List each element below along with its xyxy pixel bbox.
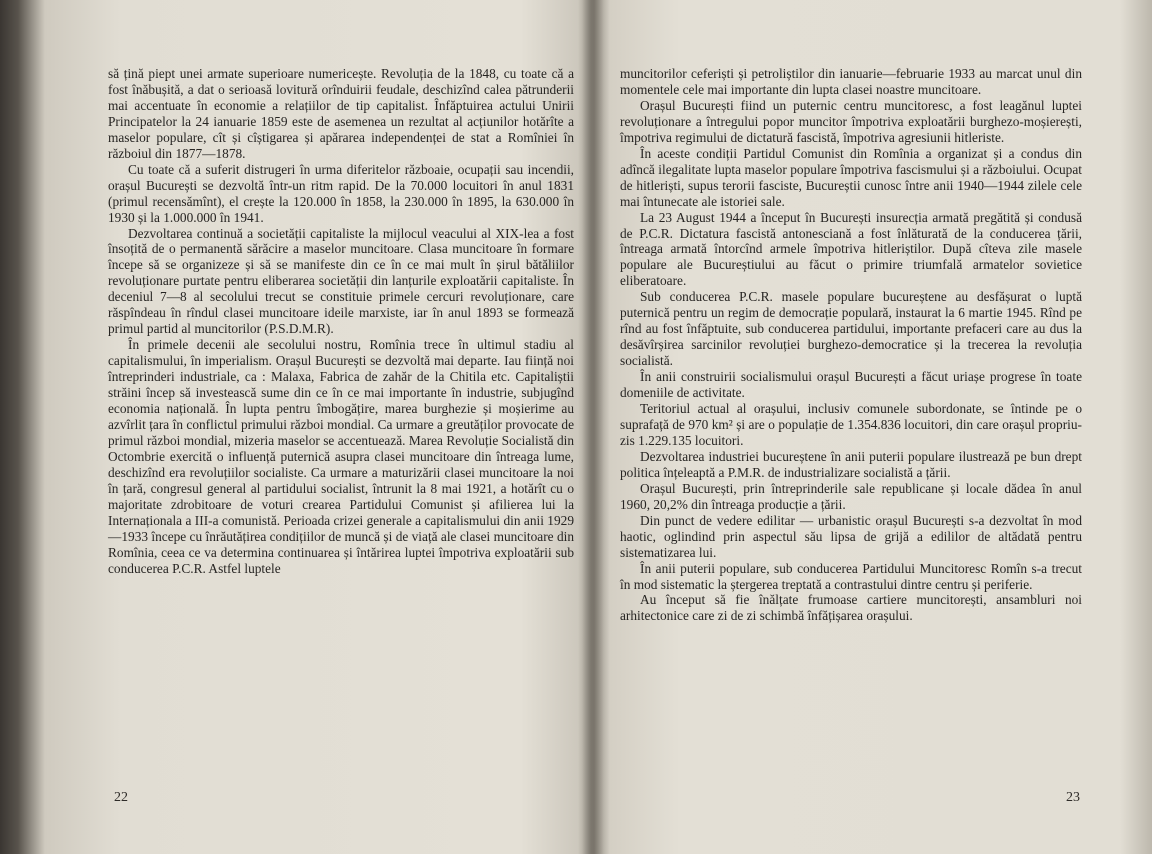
page-number-right: 23 xyxy=(1066,790,1080,805)
paragraph: Teritoriul actual al orașului, inclusiv comunele subordonate, se întinde pe o suprafață de 970 km² și are o populație de 1.354.836 locuitori, din care orașul propriu-zis 1.229.135 locuitori. xyxy=(620,401,1082,448)
paragraph: Sub conducerea P.C.R. masele populare bucureștene au desfășurat o luptă puternică pentru un regim de democrație populară, instaurat la 6 martie 1945. Rînd pe rînd au fost înfăptuite, sub conducerea partidului, importante prefaceri care au dus la desăvîrșirea sarcinilor revoluției burghezo-democratice și la trecerea la revoluția socialistă. xyxy=(620,289,1082,369)
right-page xyxy=(620,66,1082,624)
left-page-text xyxy=(108,66,574,577)
paragraph: La 23 August 1944 a început în București insurecția armată pregătită și condusă de P.C.R. Dictatura fascistă antonesciană a fost înlăturată de la conducerea țării, întreaga armată întorcînd armele împotriva hitleriștilor. După cîteva zile masele populare ale Bucureștiului au făcut o primire triumfală armatelor sovietice eliberatoare. xyxy=(620,209,1082,289)
paragraph: Dezvoltarea industriei bucureștene în anii puterii populare ilustrează pe bun drept politica înțeleaptă a P.M.R. de industrializare socialistă a țării. xyxy=(620,448,1082,480)
paragraph: În aceste condiții Partidul Comunist din Romînia a organizat și a condus din adîncă ilegalitate lupta maselor populare împotriva fascismului și a războiului. Ocupat de hitleriști, supus terorii fasciste, Bucureștii cunosc între anii 1940—1944 zilele cele mai întunecate ale istoriei sale. xyxy=(620,145,1082,209)
paragraph: În anii construirii socialismului orașul București a făcut uriașe progrese în toate domeniile de activitate. xyxy=(620,369,1082,401)
paragraph: În primele decenii ale secolului nostru, Romînia trece în ultimul stadiu al capitalismului, în imperialism. Orașul București se dezvoltă mai departe. Iau ființă noi întreprinderi industriale, ca : Malaxa, Fabrica de zahăr de la Chitila etc. Capitaliștii străini încep să investească sume din ce în ce mai importante în industrie, subjugînd economia națională. În lupta pentru îmbogățire, marea burghezie și moșierime au azvîrlit țara în conflictul primului război mondial. Ca urmare a greutăților provocate de primul război mondial, mizeria maselor se accentuează. Marea Revoluție Socialistă din Octombrie exercită o influență puternică asupra clasei muncitoare din întreaga lume, deschizînd era revoluțiilor socialiste. Ca urmare a maturizării clasei muncitoare la noi în țară, congresul general al partidului socialist, întrunit la 8 mai 1921, a hotărît cu o majoritate zdrobitoare de voturi crearea Partidului Comunist și afilierea lui la Internaționala a III-a comunistă. Perioada crizei generale a capitalismului din anii 1929—1933 începe cu înrăutățirea condițiilor de muncă și de viață ale clasei muncitoare din Romînia, ceea ce va determina continuarea și întărirea luptei împotriva exploatării sub conducerea P.C.R. Astfel luptele xyxy=(108,337,574,576)
paragraph: În anii puterii populare, sub conducerea Partidului Muncitoresc Romîn s-a trecut în mod sistematic la ștergerea treptată a contrastului dintre centru și periferie. xyxy=(620,560,1082,592)
paragraph: Orașul București fiind un puternic centru muncitoresc, a fost leagănul luptei revoluționare a întregului popor muncitor împotriva exploatării burghezo-moșierești, împotriva regimului de dictatură fascistă, împotriva agresiunii hitleriste. xyxy=(620,97,1082,145)
paragraph: Au început să fie înălțate frumoase cartiere muncitorești, ansambluri noi arhitectonice care zi de zi schimbă înfățișarea orașului. xyxy=(620,592,1082,624)
paragraph: Dezvoltarea continuă a societății capitaliste la mijlocul veacului al XIX-lea a fost însoțită de o permanentă sărăcire a maselor muncitoare. Clasa muncitoare în formare începe să se organizeze și să se manifeste din ce în ce mai mult în șirul bătăliilor revoluționare purtate pentru eliberarea societății din lanțurile exploatării capitaliste. În deceniul 7—8 al secolului trecut se constituie primele cercuri revoluționare, care răspîndeau în rîndul clasei muncitoare ideile marxiste, iar în anul 1893 se formează primul partid al muncitorilor (P.S.D.M.R). xyxy=(108,225,574,337)
paragraph: muncitorilor ceferiști și petroliștilor din ianuarie—februarie 1933 au marcat unul din momentele cele mai importante din lupta clasei noastre muncitoare. xyxy=(620,66,1082,97)
right-page-text xyxy=(620,66,1082,624)
paragraph: Din punct de vedere edilitar — urbanistic orașul București s-a dezvoltat în mod haotic, oglindind prin aspectul său lipsa de grijă a edililor de altădată pentru sistematizarea lui. xyxy=(620,512,1082,560)
paragraph: să țină piept unei armate superioare numericește. Revoluția de la 1848, cu toate că a fost înăbușită, a dat o serioasă lovitură orînduirii feudale, deschizînd calea pătrunderii mai accentuate în economie a relațiilor de tip capitalist. Înfăptuirea actului Unirii Principatelor la 24 ianuarie 1859 este de asemenea un rezultat al acțiunilor hotărîte a maselor populare, cît și cîștigarea și apărarea independenței de stat a Romîniei în războiul din 1877—1878. xyxy=(108,66,574,161)
paragraph: Cu toate că a suferit distrugeri în urma diferitelor războaie, ocupații sau incendii, orașul București se dezvoltă într-un ritm rapid. De la 70.000 locuitori în anul 1831 (primul recensămînt), el crește la 120.000 în 1858, la 230.000 în 1895, la 630.000 în 1930 și la 1.000.000 în 1941. xyxy=(108,161,574,225)
left-page xyxy=(108,66,574,577)
paragraph: Orașul București, prin întreprinderile sale republicane și locale dădea în anul 1960, 20,2% din întreaga producție a țării. xyxy=(620,480,1082,512)
book-gutter xyxy=(578,0,604,854)
page-number-left: 22 xyxy=(114,790,128,805)
